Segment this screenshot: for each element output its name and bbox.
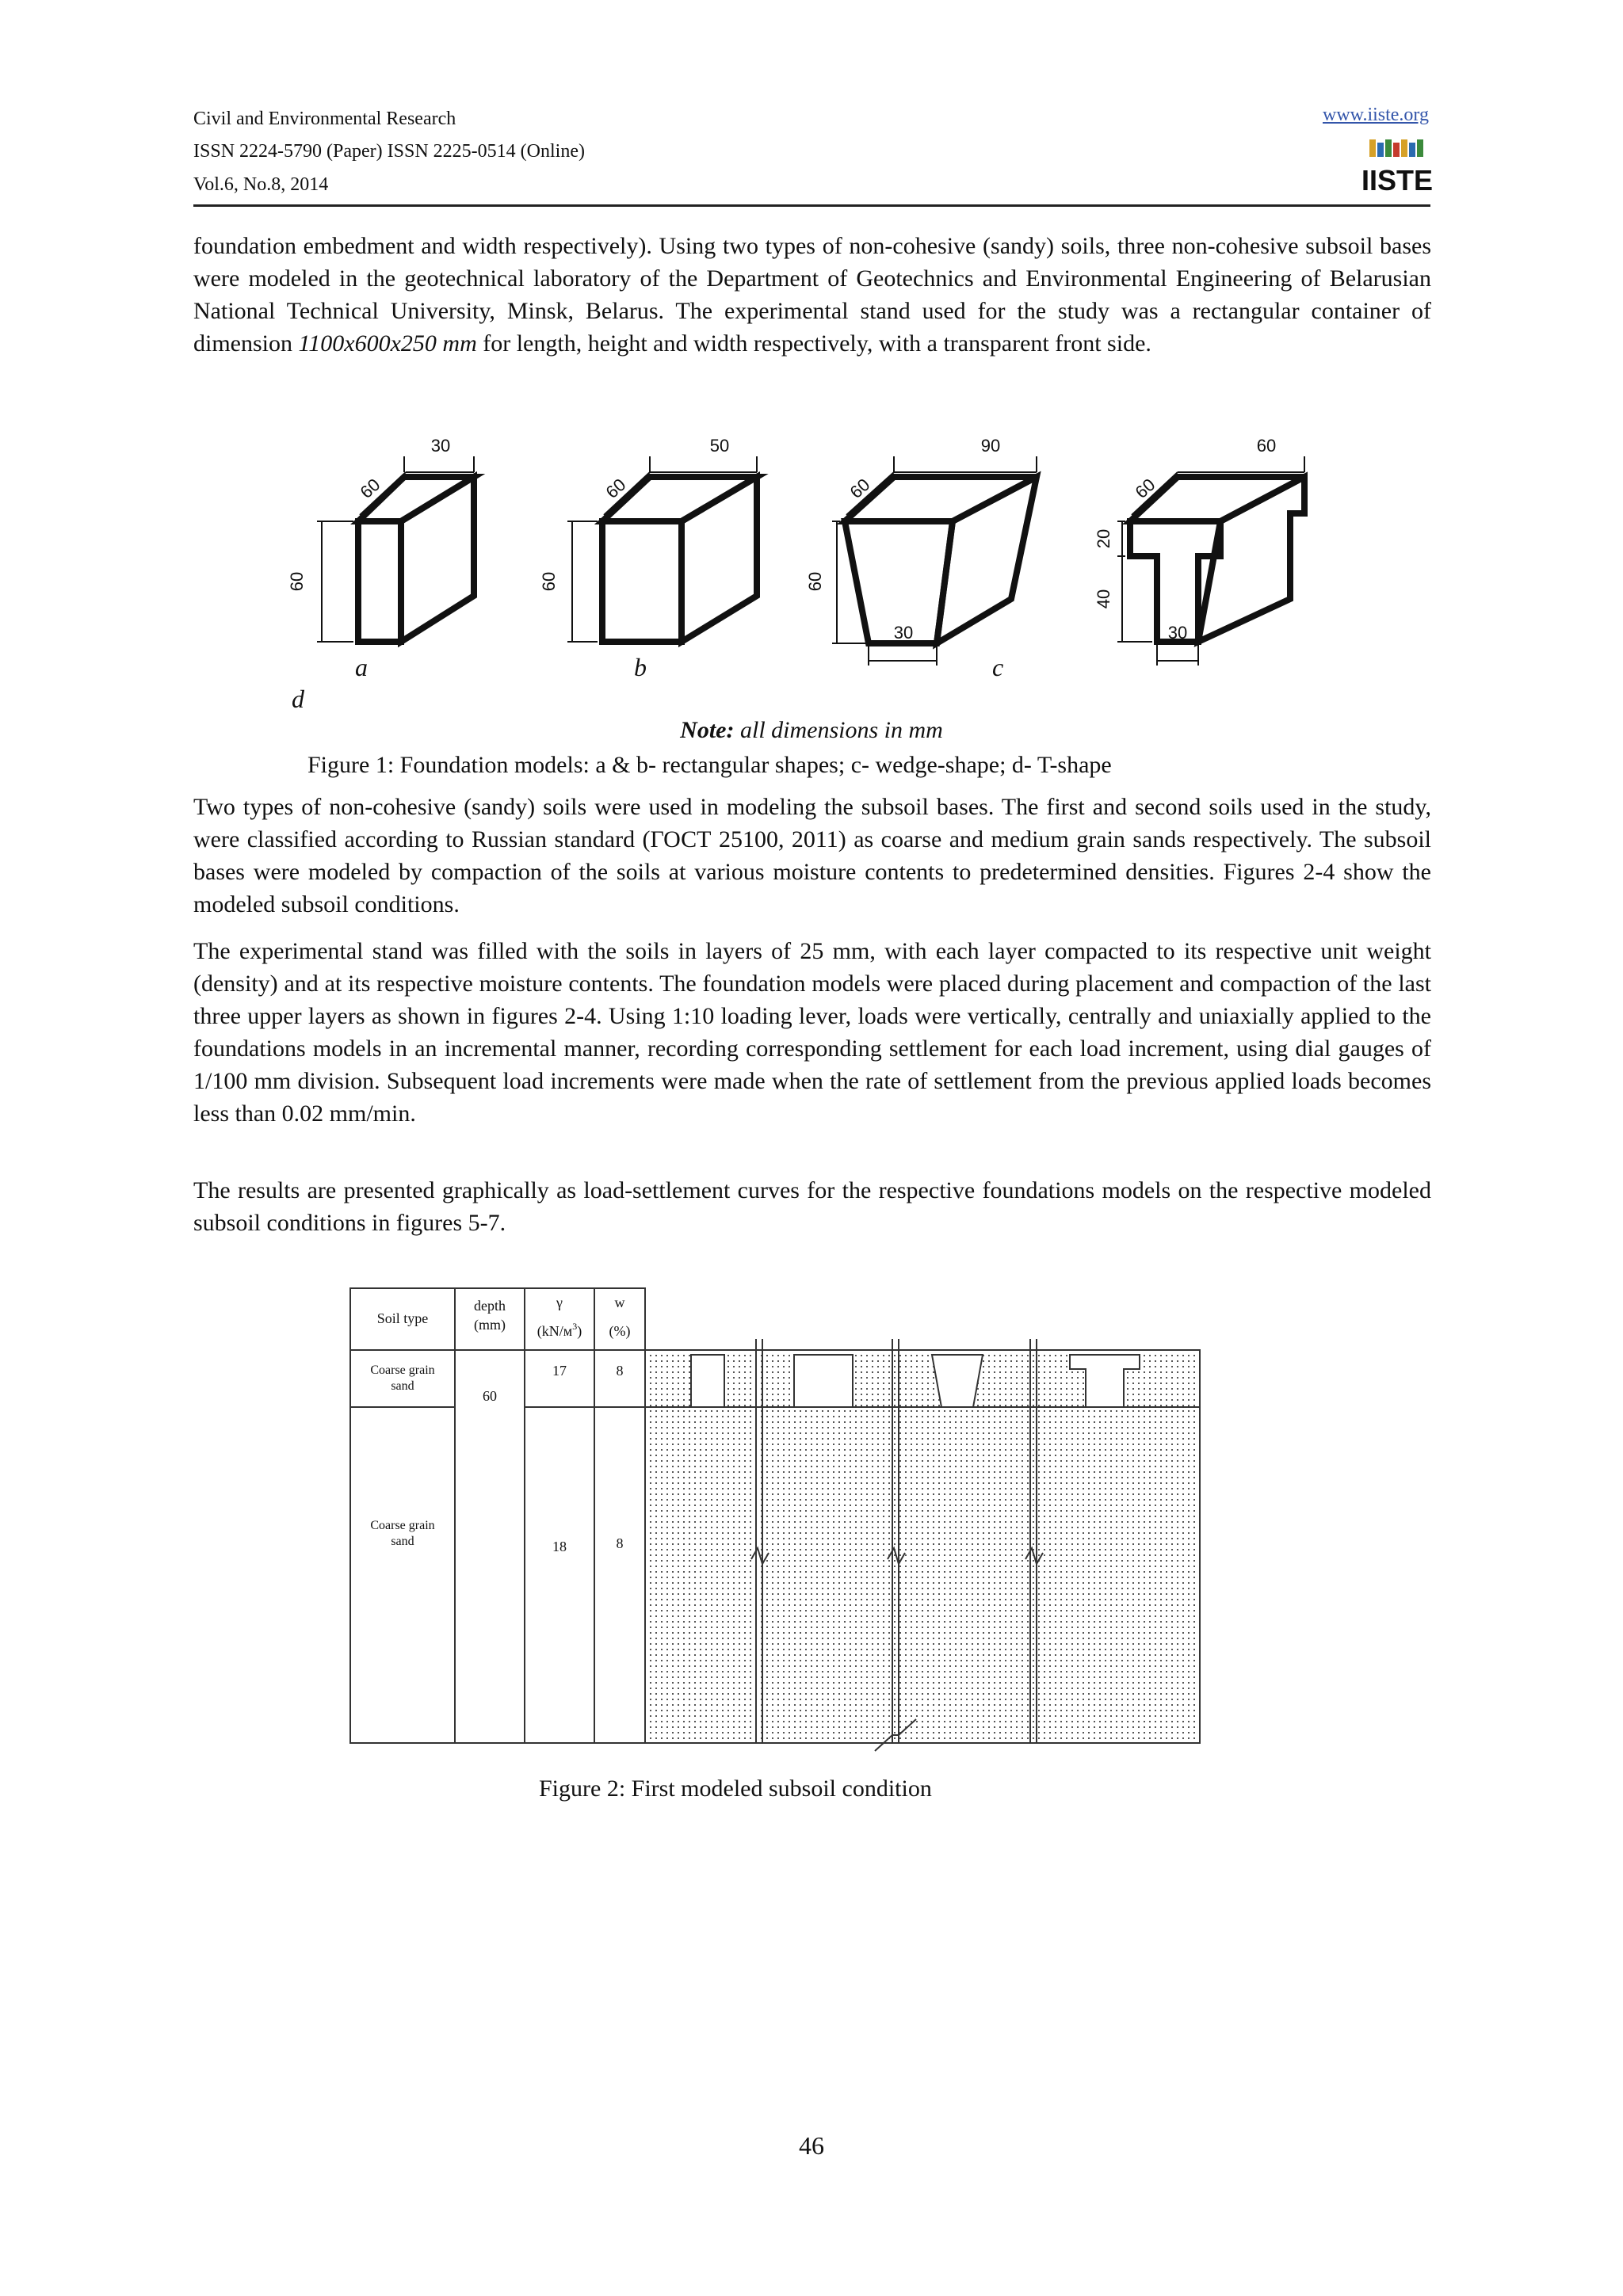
th-gamma-unit: $(kN/м^3)$ bbox=[537, 1321, 582, 1339]
svg-text:40: 40 bbox=[1094, 589, 1113, 609]
issn-line: ISSN 2224-5790 (Paper) ISSN 2225-0514 (Online) bbox=[193, 141, 585, 162]
svg-text:8: 8 bbox=[616, 1535, 624, 1551]
figure-1-caption: Figure 1: Foundation models: a & b- rectangular shapes; c- wedge-shape; d- T-shape bbox=[307, 752, 1112, 778]
svg-text:sand: sand bbox=[391, 1535, 414, 1548]
soil-section bbox=[645, 1339, 1200, 1751]
paragraph-1: foundation embedment and width respectively). Using two types of non-cohesive (sandy) soils, three non-cohesive subsoil bases were modeled in the geotechnical laboratory of the Department of Geotechnics and Environmental Engineering of Belarusian National Technical University, Minsk, Belarus. The experimental stand used for the study was a rectangular container of dimension 1100x600x250 mm for length, height and width respectively, with a transparent front side. bbox=[193, 233, 1431, 357]
foundation-model-d bbox=[1130, 474, 1304, 642]
th-gamma: γ bbox=[556, 1295, 563, 1310]
iiste-logo bbox=[1361, 138, 1434, 196]
figure-2-subsoil-diagram bbox=[349, 1287, 1205, 1754]
svg-text:18: 18 bbox=[552, 1539, 567, 1554]
figure-label-b: b bbox=[634, 653, 647, 681]
page-number: 46 bbox=[799, 2131, 824, 2160]
volume-line: Vol.6, No.8, 2014 bbox=[193, 174, 329, 195]
figure-2-caption: Figure 2: First modeled subsoil condition bbox=[539, 1775, 932, 1802]
svg-text:Coarse grain: Coarse grain bbox=[370, 1363, 435, 1377]
svg-text:90: 90 bbox=[980, 436, 1001, 456]
svg-text:30: 30 bbox=[893, 623, 914, 643]
figure-label-c: c bbox=[992, 653, 1004, 681]
svg-text:sand: sand bbox=[391, 1379, 414, 1393]
svg-text:60: 60 bbox=[601, 474, 630, 502]
figure-label-d: d bbox=[292, 685, 304, 713]
svg-text:(mm): (mm) bbox=[474, 1317, 506, 1333]
header-rule bbox=[193, 204, 1430, 207]
fig2-foundation-c bbox=[932, 1355, 983, 1407]
svg-text:Coarse grain: Coarse grain bbox=[370, 1519, 435, 1532]
figure-1-note: Note: all dimensions in mm bbox=[680, 717, 943, 743]
logo-text: IISTE bbox=[1361, 164, 1434, 196]
paragraph-2: Two types of non-cohesive (sandy) soils were used in modeling the subsoil bases. The first and second soils used in the study, were classified according to Russian standard (ГОСТ 25100, 2011) as coarse and medium grain sands respectively. The subsoil bases were modeled by compaction of the soils at various moisture contents to predetermined densities. Figures 2-4 show the modeled subsoil conditions. bbox=[193, 794, 1431, 917]
svg-text:60: 60 bbox=[287, 571, 307, 592]
svg-text:8: 8 bbox=[616, 1363, 624, 1379]
svg-text:60: 60 bbox=[805, 571, 825, 592]
container-dimension: 1100x600x250 mm bbox=[298, 330, 477, 357]
svg-text:30: 30 bbox=[1167, 623, 1188, 643]
fig2-foundation-b bbox=[794, 1355, 853, 1407]
svg-text:60: 60 bbox=[483, 1388, 497, 1404]
paragraph-4: The results are presented graphically as load-settlement curves for the respective foundations models on the respective modeled subsoil conditions in figures 5-7. bbox=[193, 1177, 1431, 1236]
paragraph-3: The experimental stand was filled with the soils in layers of 25 mm, with each layer compacted to its respective unit weight (density) and at its respective moisture contents. The foundation models were placed during placement and compaction of the last three upper layers as shown in figures 2-4. Using 1:10 loading lever, loads were vertically, centrally and uniaxially applied to the foundations models in an incremental manner, recording corresponding settlement for each load increment, using dial gauges of 1/100 mm division. Subsequent load increments were made when the rate of settlement from the previous applied loads becomes less than 0.02 mm/min. bbox=[193, 938, 1431, 1127]
svg-text:60: 60 bbox=[539, 571, 559, 592]
figure-1-drawings bbox=[285, 428, 1300, 673]
th-soil-type: Soil type bbox=[376, 1310, 429, 1326]
foundation-model-c bbox=[845, 474, 1037, 643]
svg-text:17: 17 bbox=[552, 1363, 567, 1379]
fig2-foundation-a bbox=[691, 1355, 724, 1407]
website-link[interactable]: www.iiste.org bbox=[1323, 105, 1429, 125]
svg-text:20: 20 bbox=[1094, 528, 1113, 549]
svg-text:60: 60 bbox=[1131, 474, 1159, 502]
svg-text:60: 60 bbox=[846, 474, 874, 502]
svg-text:30: 30 bbox=[430, 436, 451, 456]
figure-label-a: a bbox=[355, 653, 368, 681]
th-depth: depth bbox=[474, 1298, 506, 1314]
foundation-model-b bbox=[601, 474, 757, 642]
svg-text:(%): (%) bbox=[609, 1323, 631, 1339]
journal-title: Civil and Environmental Research bbox=[193, 109, 456, 129]
svg-text:50: 50 bbox=[709, 436, 730, 456]
svg-text:60: 60 bbox=[356, 474, 384, 502]
th-w: w bbox=[614, 1295, 625, 1310]
foundation-model-a bbox=[356, 474, 474, 642]
svg-text:60: 60 bbox=[1256, 436, 1277, 456]
